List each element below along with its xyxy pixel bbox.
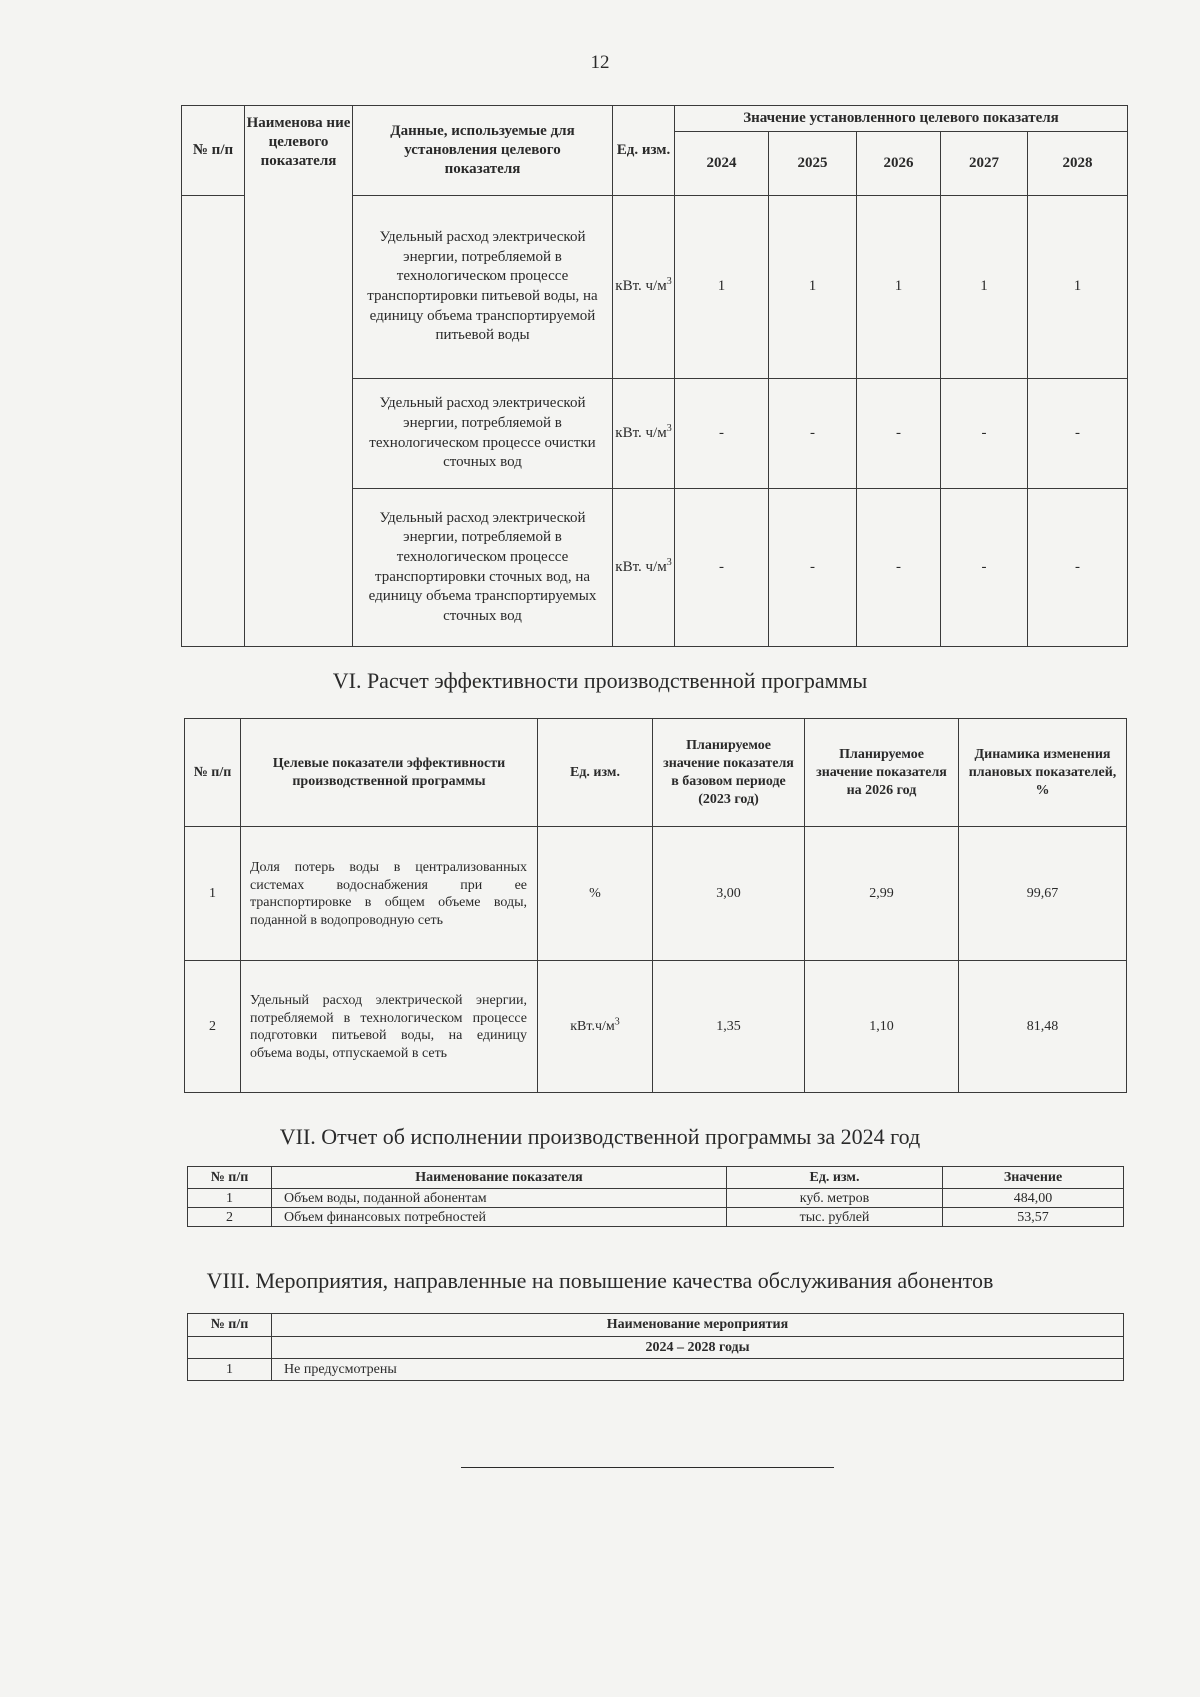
closing-rule — [461, 1467, 834, 1468]
year-header: 2028 — [1028, 132, 1128, 196]
row-value: 1 — [857, 196, 941, 379]
year-header: 2026 — [857, 132, 941, 196]
col-name-header: Наименова ние целевого показателя — [245, 106, 353, 647]
col-no-header: № п/п — [182, 106, 245, 196]
table-row — [188, 1189, 1124, 1208]
col-name-header: Наименование мероприятия — [272, 1314, 1124, 1337]
col-no-header: № п/п — [188, 1167, 272, 1189]
table-row — [188, 1208, 1124, 1227]
col-indicator-header: Целевые показатели эффективности производственной программы — [241, 719, 538, 827]
row-name: Не предусмотрены — [272, 1359, 1124, 1381]
row-value: - — [941, 489, 1028, 647]
targets-table — [181, 105, 1128, 647]
col-unit-header: Ед. изм. — [613, 106, 675, 196]
row-base-value: 3,00 — [653, 827, 805, 961]
row-no: 1 — [188, 1189, 272, 1208]
row-indicator: Доля потерь воды в централизованных системах водоснабжения при ее транспортировке в общем объеме воды, поданной в водопроводную сеть — [241, 827, 538, 961]
year-header: 2025 — [769, 132, 857, 196]
row-no: 2 — [188, 1208, 272, 1227]
row-base-value: 1,35 — [653, 961, 805, 1093]
table-row — [185, 961, 1127, 1093]
page-number: 12 — [590, 52, 610, 73]
col-value-header: Значение — [943, 1167, 1124, 1189]
row-unit: кВт. $ч/м^3$ — [613, 489, 675, 647]
col-no-header: № п/п — [185, 719, 241, 827]
row-description: Удельный расход электрической энергии, потребляемой в технологическом процессе очистки сточных вод — [353, 379, 613, 489]
row-value: - — [1028, 379, 1128, 489]
col-value-group-header: Значение установленного целевого показателя — [675, 106, 1128, 132]
col-unit-header: Ед. изм. — [727, 1167, 943, 1189]
row-value: - — [941, 379, 1028, 489]
row-value: 1 — [769, 196, 857, 379]
row-indicator: Удельный расход электрической энергии, потребляемой в технологическом процессе подготовки питьевой воды, на единицу объема воды, отпускаемой в сеть — [241, 961, 538, 1093]
row-value: 1 — [941, 196, 1028, 379]
empty-cell — [182, 196, 245, 647]
row-description: Удельный расход электрической энергии, потребляемой в технологическом процессе транспортировки сточных вод, на единицу объема транспортируемых сточных вод — [353, 489, 613, 647]
col-no-header: № п/п — [188, 1314, 272, 1337]
row-value: 484,00 — [943, 1189, 1124, 1208]
table-row — [185, 827, 1127, 961]
col-base-header: Планируемое значение показателя в базовом периоде (2023 год) — [653, 719, 805, 827]
row-plan-value: 1,10 — [805, 961, 959, 1093]
row-value: 53,57 — [943, 1208, 1124, 1227]
row-value: - — [769, 489, 857, 647]
empty-cell — [188, 1337, 272, 1359]
row-value: 1 — [1028, 196, 1128, 379]
row-unit: кВт. $ч/м^3$ — [613, 379, 675, 489]
row-value: - — [857, 489, 941, 647]
year-header: 2024 — [675, 132, 769, 196]
efficiency-table — [184, 718, 1127, 1093]
row-no: 2 — [185, 961, 241, 1093]
row-unit: тыс. рублей — [727, 1208, 943, 1227]
row-unit: % — [538, 827, 653, 961]
row-plan-value: 2,99 — [805, 827, 959, 961]
section-title-viii: VIII. Мероприятия, направленные на повышение качества обслуживания абонентов — [206, 1268, 994, 1293]
section-title-vi: VI. Расчет эффективности производственной программы — [332, 668, 868, 693]
col-data-header: Данные, используемые для установления целевого показателя — [353, 106, 613, 196]
period-header: 2024 – 2028 годы — [272, 1337, 1124, 1359]
row-no: 1 — [185, 827, 241, 961]
report-table — [187, 1166, 1124, 1227]
row-unit: кВт. $ч/м^3$ — [613, 196, 675, 379]
row-value: - — [1028, 489, 1128, 647]
row-name: Объем финансовых потребностей — [272, 1208, 727, 1227]
row-name: Объем воды, поданной абонентам — [272, 1189, 727, 1208]
row-dynamics-value: 81,48 — [959, 961, 1127, 1093]
row-value: - — [769, 379, 857, 489]
row-description: Удельный расход электрической энергии, потребляемой в технологическом процессе транспортировки питьевой воды, на единицу объема транспортируемой питьевой воды — [353, 196, 613, 379]
measures-table — [187, 1313, 1124, 1381]
row-dynamics-value: 99,67 — [959, 827, 1127, 961]
row-no: 1 — [188, 1359, 272, 1381]
row-unit: $кВт.ч/м^3$ — [538, 961, 653, 1093]
section-title-vii: VII. Отчет об исполнении производственной программы за 2024 год — [279, 1124, 921, 1149]
col-name-header: Наименование показателя — [272, 1167, 727, 1189]
col-plan-header: Планируемое значение показателя на 2026 год — [805, 719, 959, 827]
col-dynamics-header: Динамика изменения плановых показателей, % — [959, 719, 1127, 827]
row-value: - — [675, 489, 769, 647]
year-header: 2027 — [941, 132, 1028, 196]
row-value: - — [675, 379, 769, 489]
table-row — [188, 1359, 1124, 1381]
row-value: 1 — [675, 196, 769, 379]
col-unit-header: Ед. изм. — [538, 719, 653, 827]
row-value: - — [857, 379, 941, 489]
row-unit: куб. метров — [727, 1189, 943, 1208]
